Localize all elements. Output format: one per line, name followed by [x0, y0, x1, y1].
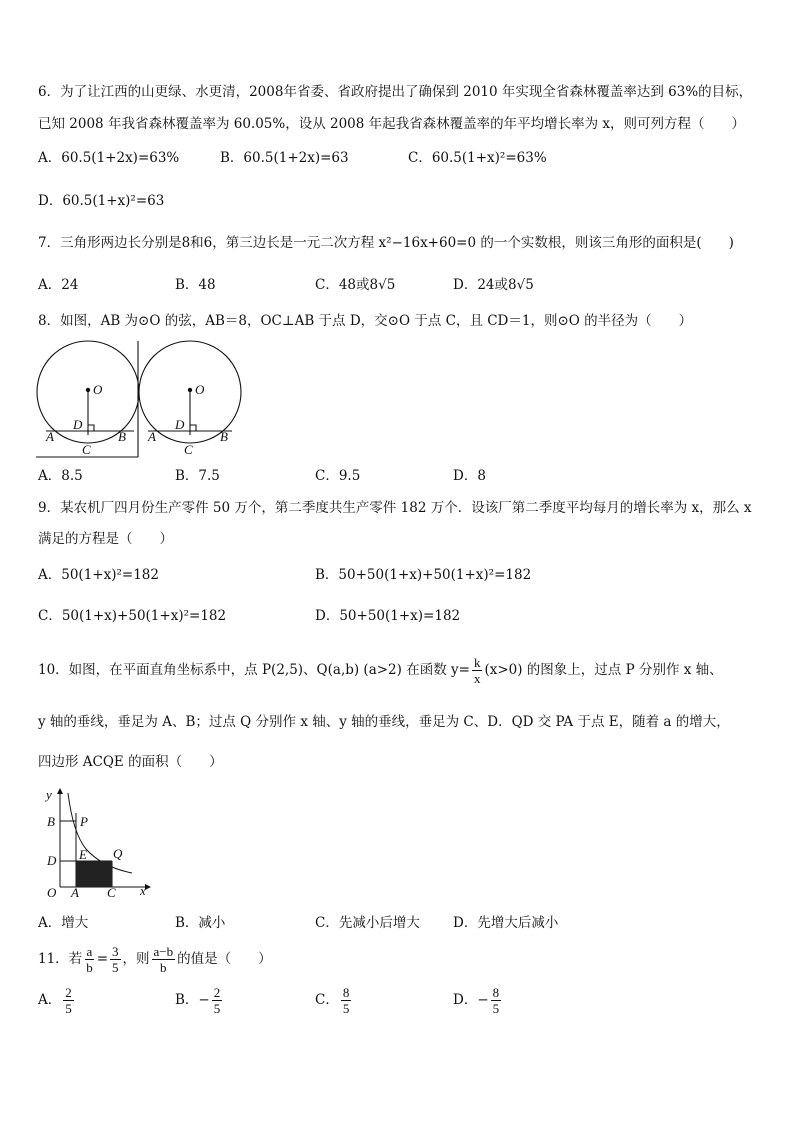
q10-option-d: D．先增大后减小: [453, 915, 559, 931]
q11-b-den: 5: [213, 1001, 221, 1016]
q11-f1-num: a: [86, 944, 93, 959]
q10-stem-pre: 10．如图，在平面直角坐标系中，点 P(2,5)、Q(a,b) (a>2) 在函数 y=: [38, 662, 470, 678]
q10-label-o: O: [47, 885, 57, 900]
q8-option-d: D．8: [453, 468, 486, 484]
q8-option-b: B．7.5: [175, 468, 220, 484]
q11-c-num: 8: [342, 985, 350, 1000]
q10-stem-line3: 四边形 ACQE 的面积（ ）: [38, 754, 223, 770]
q9-option-c: C．50(1+x)+50(1+x)²=182: [38, 608, 227, 624]
q6-stem-line2: 已知 2008 年我省森林覆盖率为 60.05%，设从 2008 年起我省森林覆盖率的年平均增长率为 x，则可列方程（ ）: [38, 116, 746, 132]
q11-a-num: 2: [65, 985, 72, 1000]
q8-figure: [36, 340, 242, 458]
q6-option-d: D．60.5(1+x)²=63: [38, 193, 165, 209]
q9-stem-line2: 满足的方程是（ ）: [38, 531, 173, 547]
q8-stem: 8．如图，AB 为⊙O 的弦，AB＝8，OC⊥AB 于点 D，交⊙O 于点 C，且 CD＝1，则⊙O 的半径为（ ）: [38, 313, 693, 329]
q10-figure: [40, 785, 152, 901]
q10-label-d: D: [47, 853, 57, 868]
q11-d-num: 8: [492, 985, 500, 1000]
q11-d-label: D．−: [453, 992, 489, 1008]
q8-option-a: A．8.5: [38, 468, 83, 484]
q11-eq: =: [96, 951, 108, 967]
q10-option-c: C．先减小后增大: [315, 915, 420, 931]
q7-option-d: D．24或8√5: [453, 277, 534, 293]
q11-post: 的值是（ ）: [177, 951, 272, 967]
q11-f2-num: 3: [112, 944, 119, 959]
q8-label-d-left: D: [73, 417, 83, 432]
q11-f3-den: b: [160, 960, 167, 975]
q8-label-o-left: O: [93, 382, 103, 397]
q11-c-label: C．: [315, 992, 339, 1008]
q6-stem-line1: 6．为了让江西的山更绿、水更清，2008年省委、省政府提出了确保到 2010 年实现全省森林覆盖率达到 63%的目标，: [38, 84, 753, 100]
q10-stem-line2: y 轴的垂线，垂足为 A、B；过点 Q 分别作 x 轴、y 轴的垂线，垂足为 C、D．QD 交 PA 于点 E，随着 a 的增大，: [38, 714, 730, 730]
q10-fraction: [472, 655, 483, 686]
q10-frac-num: k: [473, 655, 481, 670]
q9-option-d: D．50+50(1+x)=182: [315, 608, 461, 624]
q10-label-c: C: [107, 885, 116, 900]
q11-fraction-a-over-b: [84, 944, 95, 975]
q11-a-label: A．: [38, 992, 62, 1008]
q11-f2-den: 5: [112, 960, 119, 975]
q11-c-den: 5: [342, 1001, 350, 1016]
q7-option-b: B．48: [175, 277, 216, 293]
q11-option-c: [315, 982, 353, 1018]
q9-option-b: B．50+50(1+x)+50(1+x)²=182: [315, 567, 532, 583]
q11-a-den: 5: [65, 1001, 72, 1016]
q10-stem-line1: [38, 653, 723, 687]
q10-label-a: A: [71, 885, 79, 900]
q10-label-e: E: [79, 847, 87, 862]
q10-label-y: y: [46, 787, 52, 802]
q11-option-d: [453, 982, 503, 1018]
q10-label-q: Q: [113, 846, 123, 861]
q11-b-fraction: [212, 985, 223, 1016]
q9-stem-line1: 9．某农机厂四月份生产零件 50 万个，第二季度共生产零件 182 万个．设该厂第二季度平均每月的增长率为 x，那么 x: [38, 500, 752, 516]
q11-a-fraction: [63, 985, 74, 1016]
q11-option-a: [38, 982, 76, 1018]
q8-label-a-right: A: [148, 429, 156, 444]
q10-label-b: B: [47, 814, 55, 829]
q10-label-x: x: [140, 883, 146, 898]
q11-f1-den: b: [86, 960, 93, 975]
q10-shaded-region: [76, 861, 112, 887]
q7-option-a: A．24: [38, 277, 79, 293]
q8-label-b-left: B: [118, 429, 126, 444]
q11-option-b: [175, 982, 224, 1018]
q11-mid: ，则: [122, 951, 150, 967]
q10-label-p: P: [80, 814, 88, 829]
q8-label-c-right: C: [184, 442, 193, 457]
q11-b-num: 2: [213, 985, 221, 1000]
q6-option-b: B．60.5(1+2x)=63: [220, 150, 349, 166]
q11-pre: 11．若: [38, 951, 83, 967]
q11-fraction-3-over-5: [110, 944, 121, 975]
q8-label-b-right: B: [220, 429, 228, 444]
q7-option-c: C．48或8√5: [315, 277, 396, 293]
q8-label-d-right: D: [175, 417, 185, 432]
q11-stem: [38, 941, 272, 977]
q9-option-a: A．50(1+x)²=182: [38, 567, 159, 583]
q11-c-fraction: [341, 985, 352, 1016]
q11-b-label: B．−: [175, 992, 210, 1008]
q8-label-c-left: C: [82, 442, 91, 457]
q10-stem-post: (x>0) 的图象上，过点 P 分别作 x 轴、: [484, 662, 723, 678]
q11-d-den: 5: [492, 1001, 500, 1016]
q10-frac-den: x: [473, 671, 481, 686]
q7-stem: 7．三角形两边长分别是8和6，第三边长是一元二次方程 x²−16x+60=0 的一个实数根，则该三角形的面积是( ): [38, 235, 734, 251]
q10-option-a: A．增大: [38, 915, 89, 931]
q8-label-a-left: A: [46, 429, 54, 444]
q11-d-fraction: [491, 985, 502, 1016]
q6-option-a: A．60.5(1+2x)=63%: [38, 150, 180, 166]
q8-label-o-right: O: [195, 382, 205, 397]
q11-fraction-expr: [152, 944, 176, 975]
q10-option-b: B．减小: [175, 915, 226, 931]
q8-option-c: C．9.5: [315, 468, 361, 484]
q11-f3-num: a−b: [153, 944, 174, 959]
q6-option-c: C．60.5(1+x)²=63%: [408, 150, 547, 166]
